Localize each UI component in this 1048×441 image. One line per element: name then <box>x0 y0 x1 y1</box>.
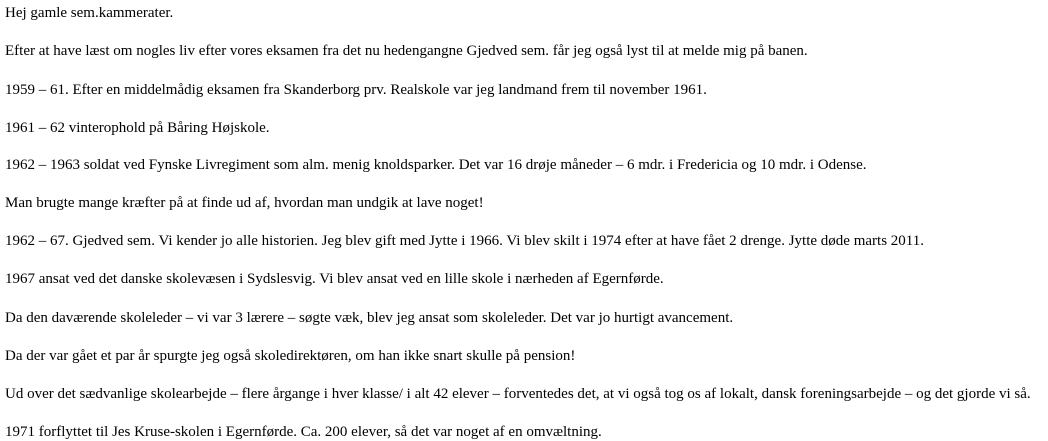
paragraph-1962-soldier: 1962 – 1963 soldat ved Fynske Livregiment som alm. menig knoldsparker. Det var 16 drøje måneder – 6 mdr. i Fredericia og 10 mdr. i Odense. <box>5 157 867 173</box>
paragraph-greeting: Hej gamle sem.kammerater. <box>5 5 174 21</box>
paragraph-1971: 1971 forflyttet til Jes Kruse-skolen i Egernførde. Ca. 200 elever, så det var noget af en omvæltning. <box>5 424 602 440</box>
paragraph-avoid-work: Man brugte mange kræfter på at finde ud af, hvordan man undgik at lave noget! <box>5 195 484 211</box>
paragraph-headmaster: Da den daværende skoleleder – vi var 3 lærere – søgte væk, blev jeg ansat som skoleleder. Det var jo hurtigt avancement. <box>5 310 734 326</box>
paragraph-school-work: Ud over det sædvanlige skolearbejde – flere årgange i hver klasse/ i alt 42 elever – forventedes det, at vi også tog os af lokalt, dansk foreningsarbejde – og det gjorde vi så. <box>5 386 1031 402</box>
paragraph-1961: 1961 – 62 vinterophold på Båring Højskole. <box>5 120 270 136</box>
paragraph-1967: 1967 ansat ved det danske skolevæsen i Sydslesvig. Vi blev ansat ved en lille skole i nærheden af Egernførde. <box>5 271 664 287</box>
paragraph-intro: Efter at have læst om nogles liv efter vores eksamen fra det nu hedengangne Gjedved sem. får jeg også lyst til at melde mig på banen. <box>5 43 808 59</box>
paragraph-1959: 1959 – 61. Efter en middelmådig eksamen fra Skanderborg prv. Realskole var jeg landmand frem til november 1961. <box>5 82 707 98</box>
paragraph-1962-seminary: 1962 – 67. Gjedved sem. Vi kender jo alle historien. Jeg blev gift med Jytte i 1966. Vi blev skilt i 1974 efter at have fået 2 drenge. Jytte døde marts 2011. <box>5 233 924 249</box>
paragraph-pension: Da der var gået et par år spurgte jeg også skoledirektøren, om han ikke snart skulle på pension! <box>5 348 576 364</box>
